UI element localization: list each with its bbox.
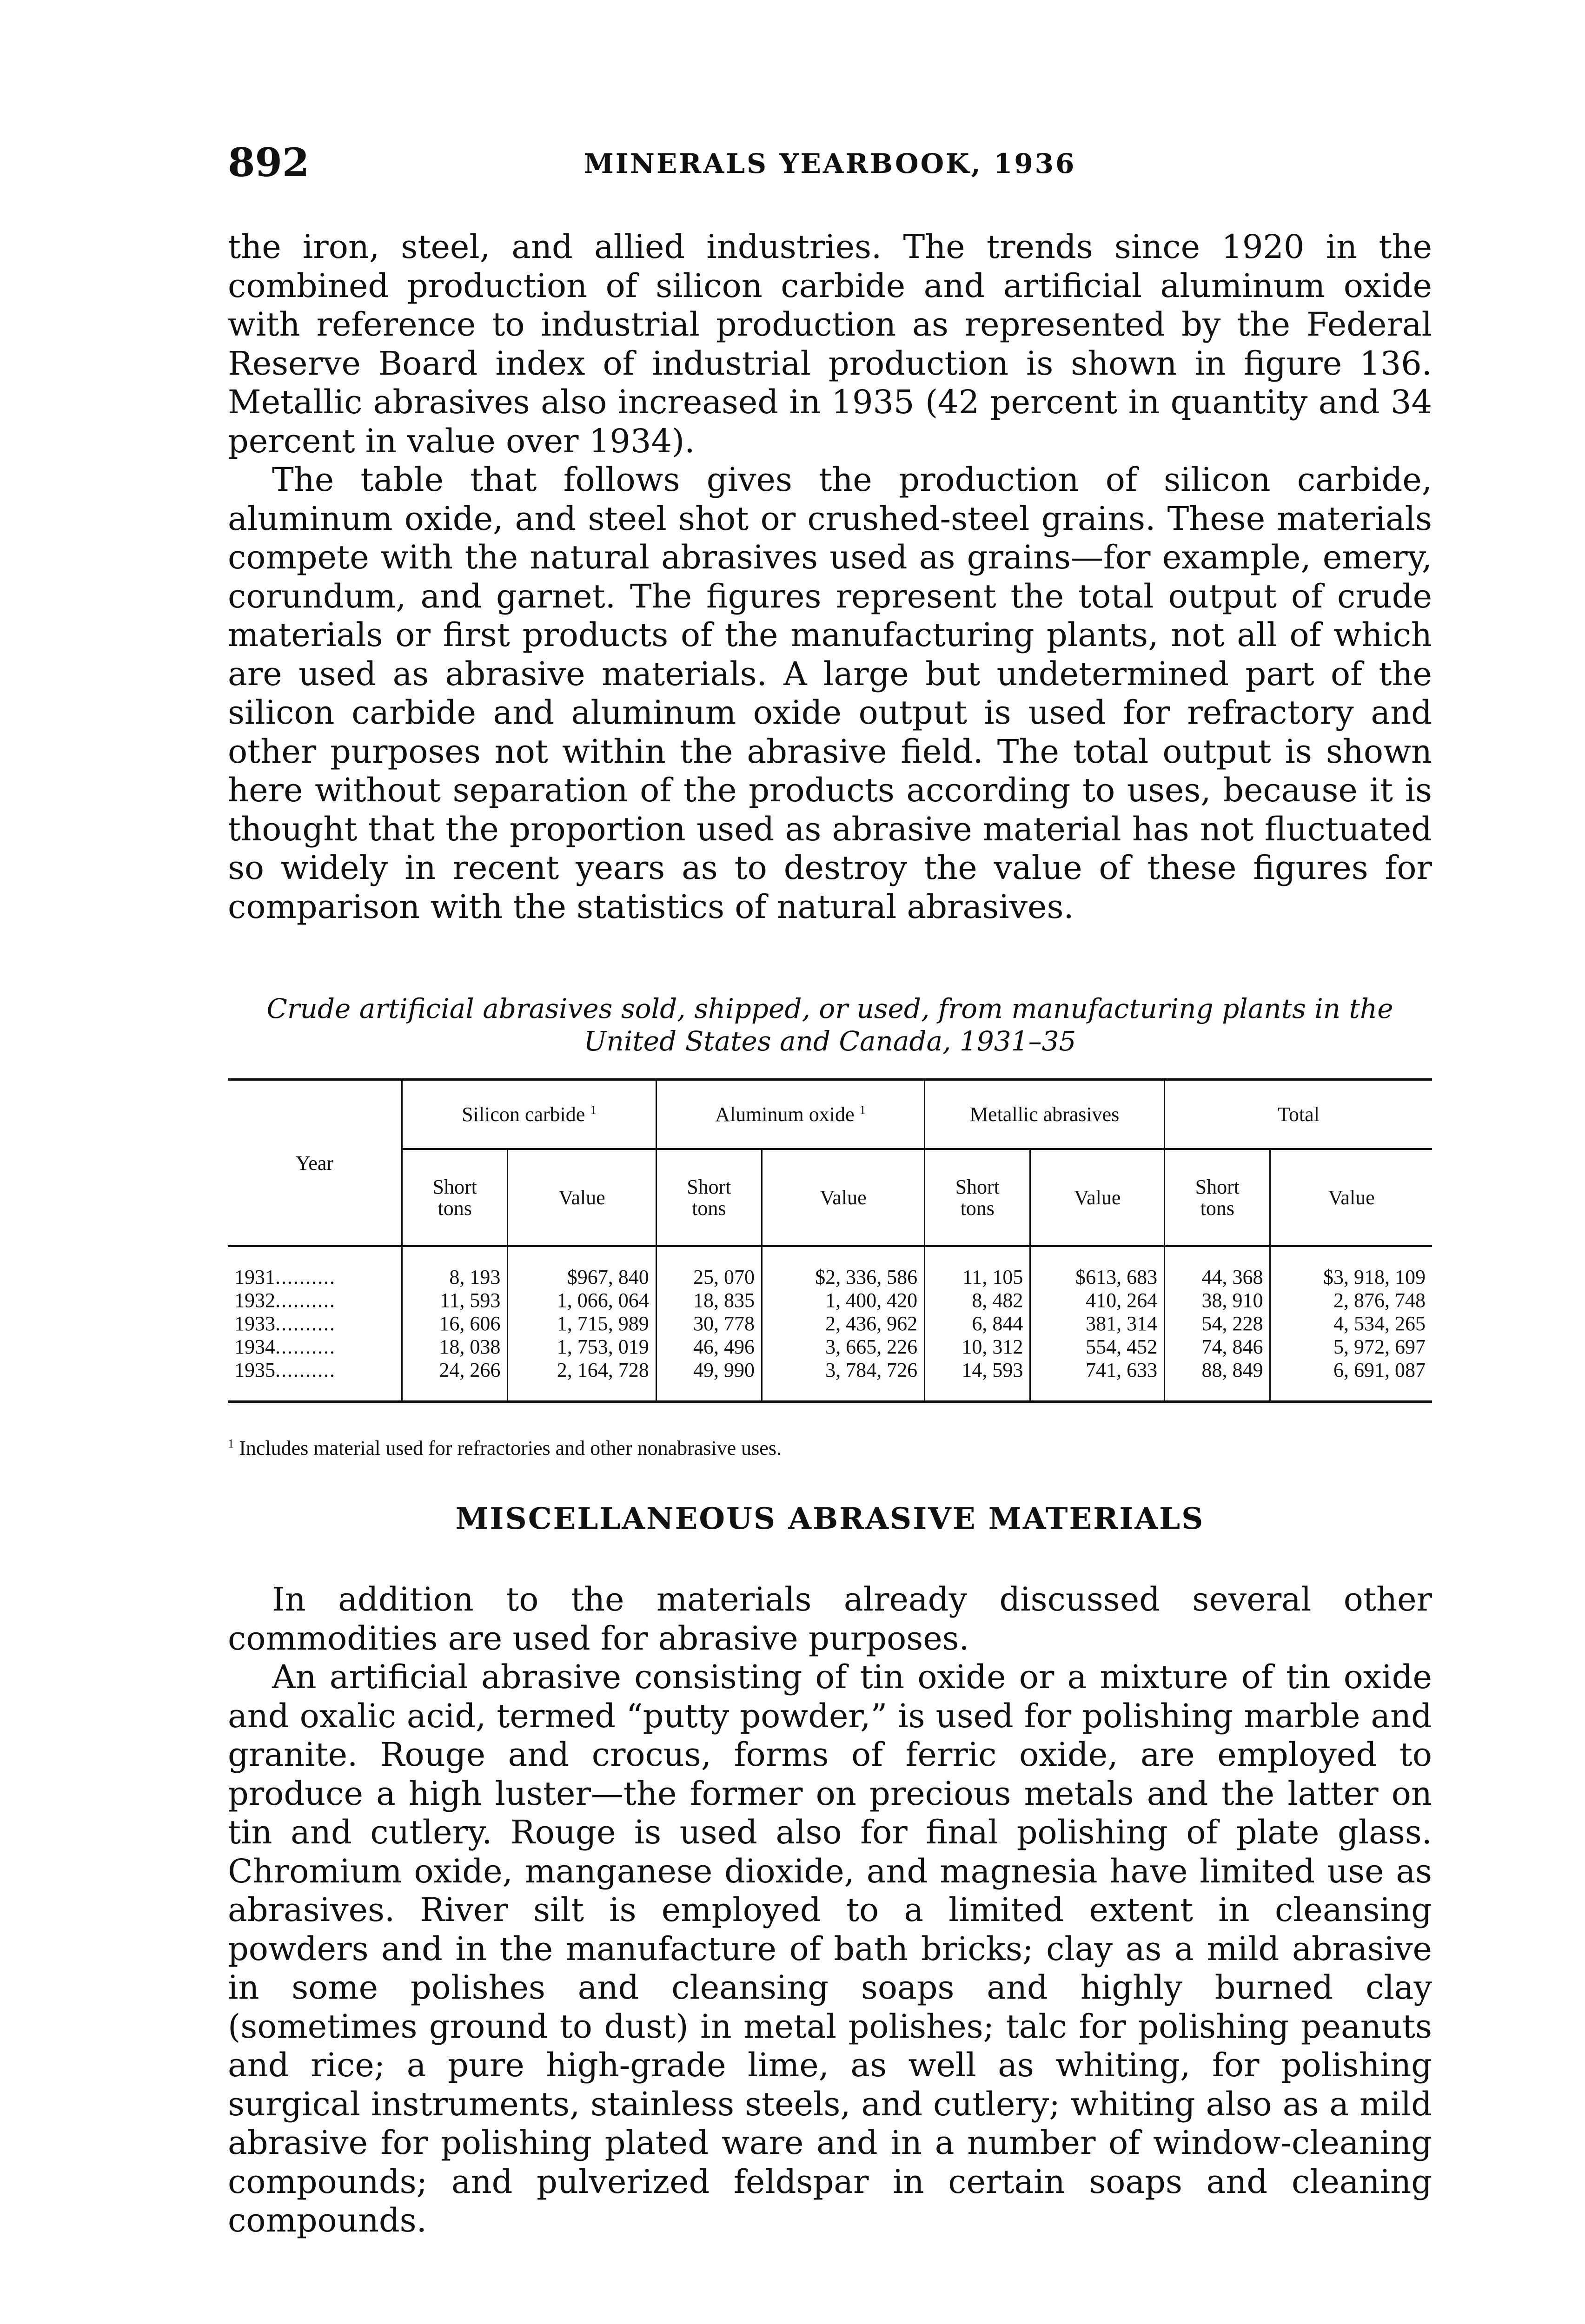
group-header-silicon-carbide xyxy=(402,1080,657,1149)
year-cell: 1934.......... xyxy=(228,1335,402,1359)
cell: 14, 593 xyxy=(925,1359,1030,1402)
short-tons-header: Short tons xyxy=(1165,1149,1270,1246)
cell: 2, 876, 748 xyxy=(1333,1289,1426,1312)
footnote-marker: 1 xyxy=(859,1103,866,1117)
cell: 30, 778 xyxy=(656,1312,762,1335)
cell: 1, 066, 064 xyxy=(508,1289,656,1312)
misc-paragraph-1: In addition to the materials already discussed several other commodities are used for abrasive purposes. xyxy=(228,1580,1432,1657)
year-column-header: Year xyxy=(228,1080,402,1247)
cell: 1, 400, 420 xyxy=(762,1289,925,1312)
table-caption-line-1: Crude artificial abrasives sold, shipped, or used, from manufacturing plants in the xyxy=(266,993,1393,1024)
short-tons-header: Short tons xyxy=(656,1149,762,1246)
cell: 6, 844 xyxy=(925,1312,1030,1335)
cell: 2, 164, 728 xyxy=(508,1359,656,1402)
group-header-metallic-abrasives xyxy=(925,1080,1165,1149)
value-header: Value xyxy=(762,1149,925,1246)
cell: 741, 633 xyxy=(1030,1359,1165,1402)
group-label: Total xyxy=(1278,1103,1320,1126)
cell: 88, 849 xyxy=(1165,1359,1270,1402)
cell: 3, 784, 726 xyxy=(762,1359,925,1402)
intro-paragraph-2: The table that follows gives the production of silicon carbide, aluminum oxide, and steel shot or crushed-steel grains. These materials compete with the natural abrasives used as grains—for example, emery, corundum, and garnet. The figures represent the total output of crude materials or first products of the manufacturing plants, not all of which are used as abrasive materials. A large but undetermined part of the silicon carbide and aluminum oxide output is used for refractory and other purposes not within the abrasive field. The total output is shown here without separation of the products according to uses, because it is thought that the proportion used as abrasive material has not fluctuated so widely in recent years as to destroy the value of these figures for comparison with the statistics of natural abrasives. xyxy=(228,461,1432,926)
footnote-text: Includes material used for refractories and other nonabrasive uses. xyxy=(239,1437,782,1459)
page-number: 892 xyxy=(228,139,310,185)
value-header: Value xyxy=(1270,1149,1432,1246)
abrasives-table xyxy=(228,1078,1432,1403)
cell: 410, 264 xyxy=(1030,1289,1165,1312)
value-header: Value xyxy=(508,1149,656,1246)
running-title: MINERALS YEARBOOK, 1936 xyxy=(584,148,1076,179)
cell: 16, 606 xyxy=(402,1312,508,1335)
group-label: Silicon carbide xyxy=(462,1103,585,1126)
group-label: Metallic abrasives xyxy=(969,1103,1120,1126)
table-group-header-row xyxy=(228,1080,1432,1149)
short-tons-header: Short tons xyxy=(925,1149,1030,1246)
section-heading: MISCELLANEOUS ABRASIVE MATERIALS xyxy=(455,1501,1205,1536)
cell: 6, 691, 087 xyxy=(1270,1359,1432,1402)
cell: 5, 972, 697 xyxy=(1333,1335,1426,1358)
table-caption-line-2: United States and Canada, 1931–35 xyxy=(584,1025,1076,1057)
cell: $2, 336, 586 xyxy=(762,1246,925,1289)
footnote-marker: 1 xyxy=(228,1436,234,1451)
cell: $3, 918, 109 xyxy=(1323,1266,1426,1288)
group-label: Aluminum oxide xyxy=(715,1103,855,1126)
value-header: Value xyxy=(1030,1149,1165,1246)
misc-paragraph-2: An artificial abrasive consisting of tin oxide or a mixture of tin oxide and oxalic acid, termed “putty powder,” is used for polishing marble and granite. Rouge and crocus, forms of ferric oxide, are employed to produce a high luster—the former on precious metals and the latter on tin and cutlery. Rouge is used also for final polishing of plate glass. Chromium oxide, manganese dioxide, and magnesia have limited use as abrasives. River silt is employed to a limited extent in cleansing powders and in the manufacture of bath bricks; clay as a mild abrasive in some polishes and cleansing soaps and highly burned clay (sometimes ground to dust) in metal polishes; talc for polishing peanuts and rice; a pure high-grade lime, as well as whiting, for polishing surgical instruments, stainless steels, and cutlery; whiting also as a mild abrasive for polishing plated ware and in a number of window-cleaning compounds; and pulverized feldspar in certain soaps and cleaning compounds. xyxy=(228,1658,1432,2239)
cell: 10, 312 xyxy=(925,1335,1030,1359)
cell: 11, 593 xyxy=(402,1289,508,1312)
table-sub-header-row xyxy=(228,1149,1432,1246)
table-footnote xyxy=(228,1436,1432,1460)
group-header-aluminum-oxide xyxy=(656,1080,924,1149)
cell: 46, 496 xyxy=(656,1335,762,1359)
year-cell: 1935.......... xyxy=(228,1359,402,1402)
table-row xyxy=(228,1359,1432,1402)
page-header xyxy=(228,139,1432,191)
cell: $967, 840 xyxy=(508,1246,656,1289)
cell: 18, 038 xyxy=(402,1335,508,1359)
cell: 24, 266 xyxy=(402,1359,508,1402)
cell: 38, 910 xyxy=(1165,1289,1270,1312)
table-row xyxy=(228,1312,1432,1335)
table-row xyxy=(228,1246,1432,1289)
cell: 49, 990 xyxy=(656,1359,762,1402)
group-header-total xyxy=(1165,1080,1432,1149)
short-tons-header: Short tons xyxy=(402,1149,508,1246)
table-row xyxy=(228,1289,1432,1312)
cell: 4, 534, 265 xyxy=(1333,1312,1426,1335)
cell: 74, 846 xyxy=(1165,1335,1270,1359)
cell: 2, 436, 962 xyxy=(762,1312,925,1335)
footnote-marker: 1 xyxy=(590,1103,597,1117)
cell: 1, 753, 019 xyxy=(508,1335,656,1359)
table-caption xyxy=(228,992,1432,1057)
intro-paragraph-1: the iron, steel, and allied industries. The trends since 1920 in the combined production of silicon carbide and artificial aluminum oxide with reference to industrial production as represented by the Federal Reserve Board index of industrial production is shown in figure 136. Metallic abrasives also increased in 1935 (42 percent in quantity and 34 percent in value over 1934). xyxy=(228,228,1432,460)
cell: 18, 835 xyxy=(656,1289,762,1312)
cell: 8, 482 xyxy=(925,1289,1030,1312)
year-cell: 1932.......... xyxy=(228,1289,402,1312)
cell: 11, 105 xyxy=(925,1246,1030,1289)
year-cell: 1931.......... xyxy=(228,1246,402,1289)
cell: 1, 715, 989 xyxy=(508,1312,656,1335)
cell: 8, 193 xyxy=(402,1246,508,1289)
intro-text xyxy=(228,228,1432,926)
cell: 381, 314 xyxy=(1030,1312,1165,1335)
cell: 554, 452 xyxy=(1030,1335,1165,1359)
cell: 44, 368 xyxy=(1165,1246,1270,1289)
cell: 3, 665, 226 xyxy=(762,1335,925,1359)
misc-text xyxy=(228,1580,1432,2240)
cell: 54, 228 xyxy=(1165,1312,1270,1335)
cell: 25, 070 xyxy=(656,1246,762,1289)
table-row xyxy=(228,1335,1432,1359)
cell: $613, 683 xyxy=(1030,1246,1165,1289)
year-cell: 1933.......... xyxy=(228,1312,402,1335)
